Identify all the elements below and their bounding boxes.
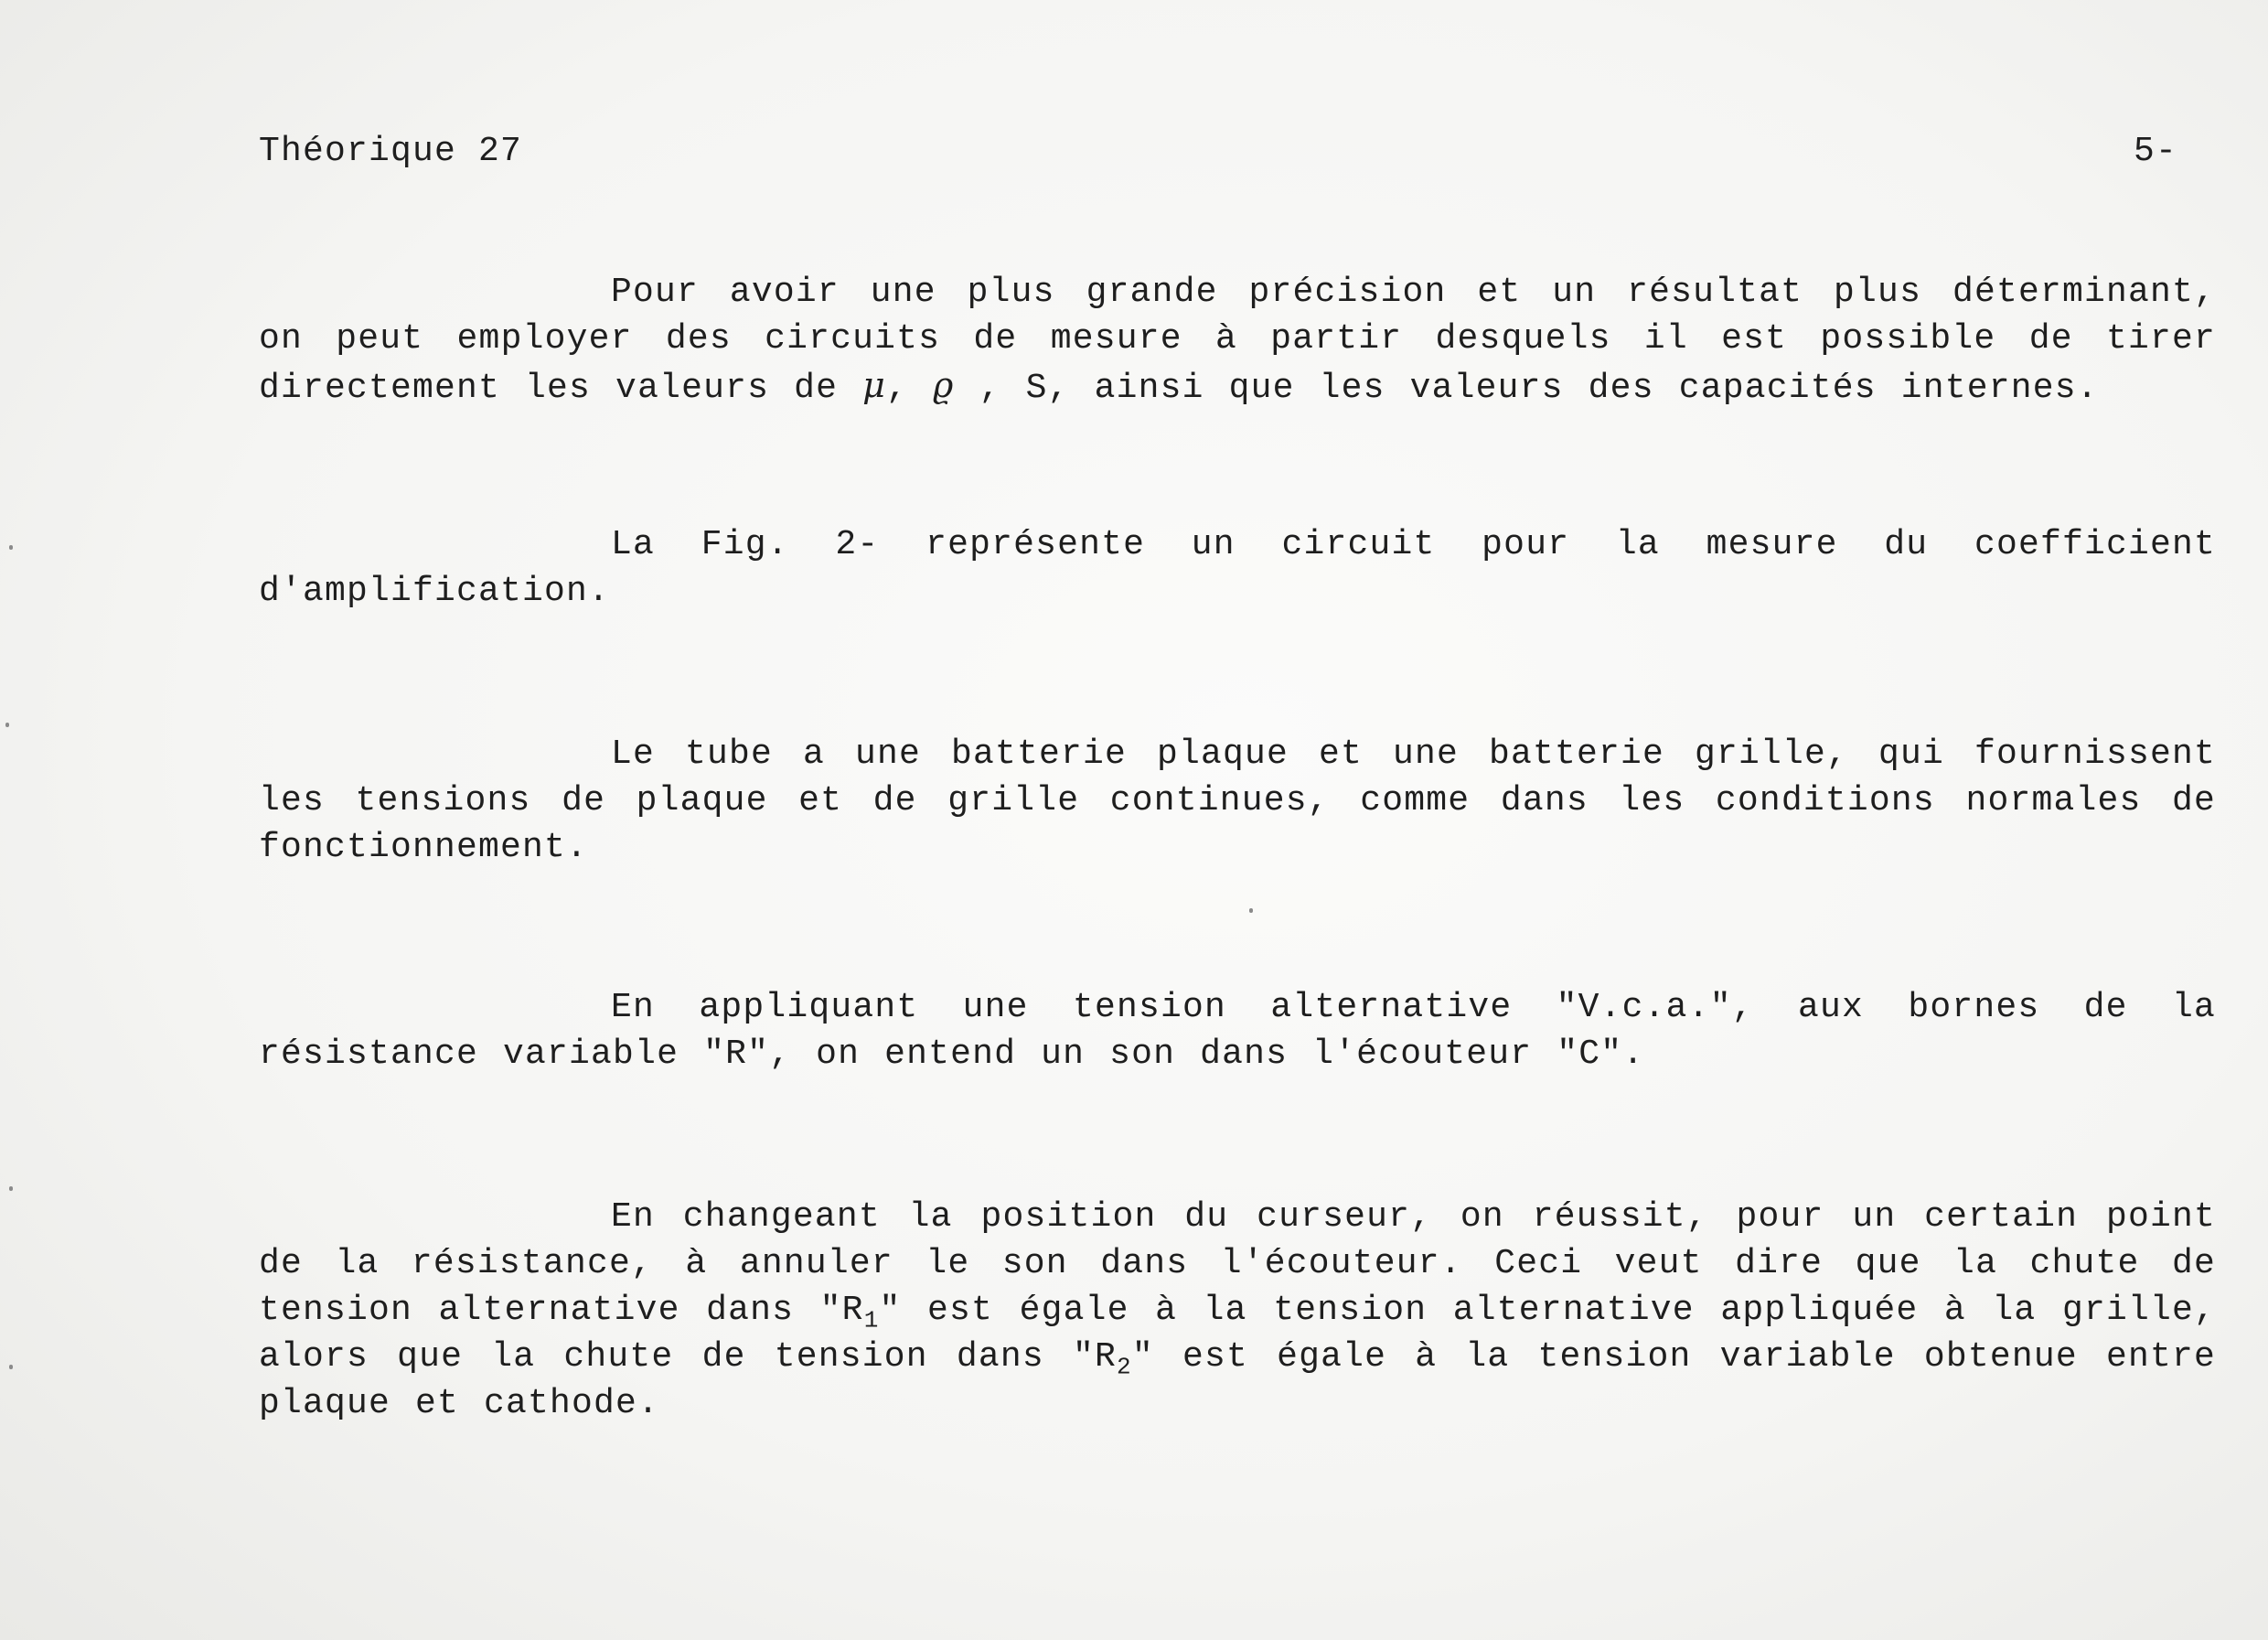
- scan-speck: [5, 723, 9, 727]
- scan-speck: [9, 1186, 13, 1191]
- paragraph-fig2: La Fig. 2- représente un circuit pour la mesure du coefficient d'amplification.: [259, 525, 2216, 611]
- paragraph-1-text-a: Pour avoir une plus grande précision et un résultat plus déterminant, on peut employer des circuits de mesure à partir desquels il est possible de tirer directement les valeurs de: [259, 273, 2216, 408]
- scan-speck: [1249, 908, 1253, 913]
- paragraph-alternating-voltage: En appliquant une tension alternative "V.c.a.", aux bornes de la résistance variable "R", on entend un son dans l'écouteur "C".: [259, 988, 2216, 1074]
- scan-speck: [9, 545, 13, 550]
- subscript-2: 2: [1117, 1353, 1132, 1381]
- mu-symbol: μ: [862, 365, 887, 405]
- subscript-1: 1: [863, 1306, 880, 1335]
- page-header-title: Théorique 27: [259, 132, 523, 171]
- page-number: 5-: [2134, 132, 2178, 171]
- scan-speck: [9, 1365, 13, 1369]
- paragraph-1-separator: ,: [886, 369, 934, 408]
- paragraph-measurement-circuits: [259, 269, 2216, 412]
- paragraph-cursor-position: [259, 1194, 2216, 1427]
- paragraph-1-text-b: , S, ainsi que les valeurs des capacités internes.: [954, 369, 2099, 408]
- paragraph-5-text-a: En changeant la position du curseur, on réussit, pour un certain point de la résistance, à annuler le son dans l'écouteur. Ceci veut dire que la chute de tension alternative dans "R: [259, 1197, 2216, 1330]
- paragraph-5-text-c: " est égale à la tension variable obtenue entre plaque et cathode.: [259, 1337, 2216, 1423]
- paragraph-batteries: Le tube a une batterie plaque et une batterie grille, qui fournissent les tensions de plaque et de grille continues, comme dans les conditions normales de fonctionnement.: [259, 734, 2216, 867]
- rho-symbol: ϱ: [933, 365, 955, 405]
- paragraph-5-text-b: " est égale à la tension alternative appliquée à la grille, alors que la chute de tension dans "R: [259, 1291, 2216, 1377]
